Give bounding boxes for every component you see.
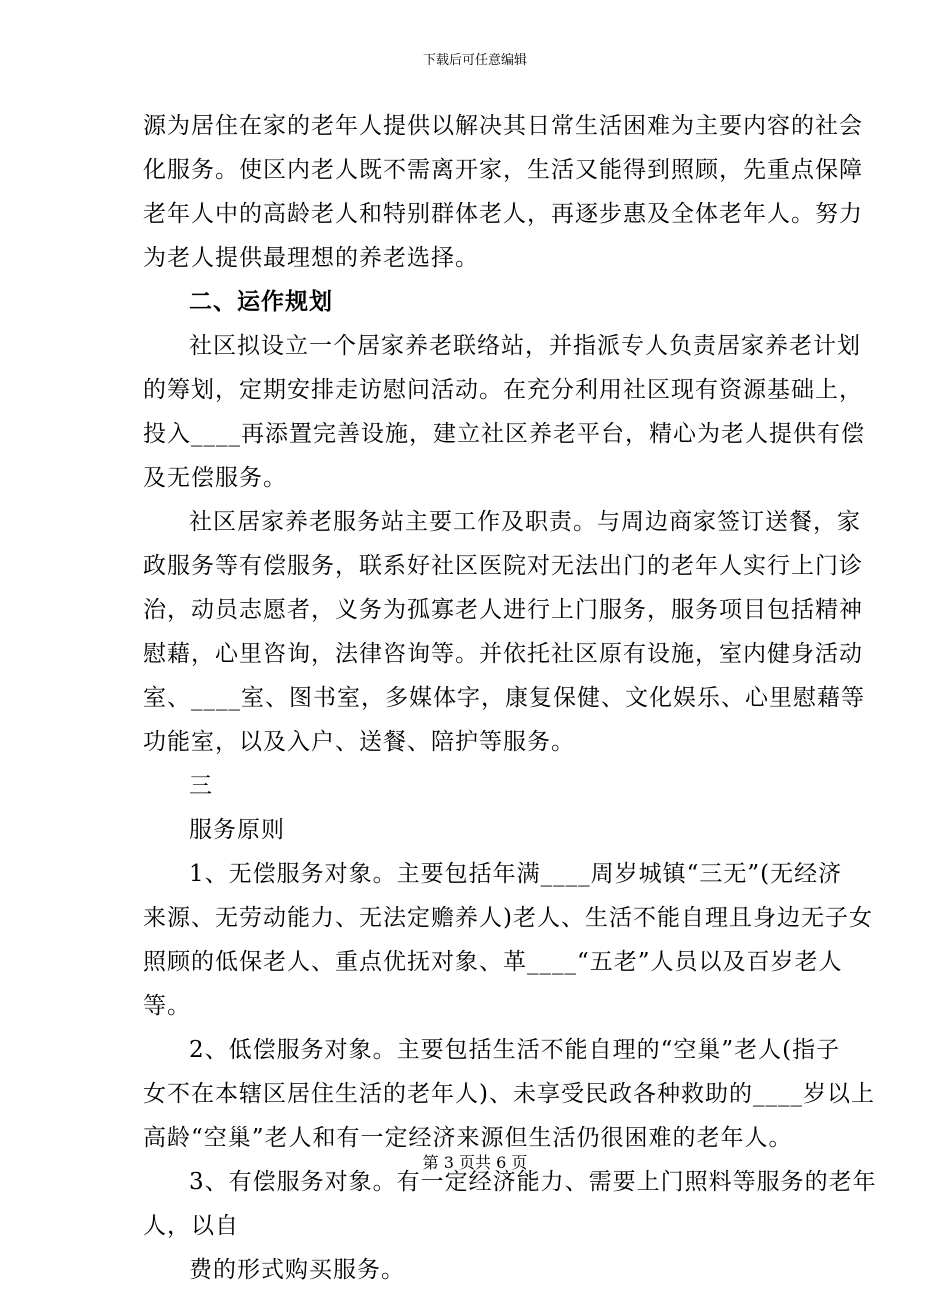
- page-footer: 第 3 页共 6 页: [422, 1153, 528, 1172]
- text-line: 服务原则: [189, 817, 285, 843]
- text-line: 治，动员志愿者，义务为孤寡老人进行上门服务，服务项目包括精神: [143, 597, 863, 623]
- text-line: 来源、无劳动能力、无法定赡养人)老人、生活不能自理且身边无子女: [143, 905, 873, 931]
- text-line: 2、低偿服务对象。主要包括生活不能自理的“空巢”老人(指子: [189, 1037, 841, 1063]
- page-header: 下载后可任意编辑: [422, 53, 527, 68]
- text-line: 功能室，以及入户、送餐、陪护等服务。: [143, 729, 575, 755]
- text-line: 老年人中的高龄老人和特别群体老人，再逐步惠及全体老年人。努力: [143, 201, 863, 227]
- text-line: 等。: [143, 993, 191, 1019]
- text-line: 费的形式购买服务。: [189, 1257, 405, 1283]
- text-line: 1、无偿服务对象。主要包括年满____周岁城镇“三无”(无经济: [189, 861, 843, 887]
- text-line: 照顾的低保老人、重点优抚对象、革____“五老”人员以及百岁老人: [143, 949, 843, 975]
- text-line: 及无偿服务。: [143, 465, 287, 491]
- text-line: 女不在本辖区居住生活的老年人)、未享受民政各种救助的____岁以上: [143, 1081, 875, 1107]
- text-line: 投入____再添置完善设施，建立社区养老平台，精心为老人提供有偿: [143, 421, 865, 447]
- text-line: 化服务。使区内老人既不需离开家，生活又能得到照顾，先重点保障: [143, 157, 863, 183]
- text-line: 为老人提供最理想的养老选择。: [143, 245, 479, 271]
- text-line: 社区居家养老服务站主要工作及职责。与周边商家签订送餐，家: [189, 509, 861, 535]
- text-line: 3、有偿服务对象。有一定经济能力、需要上门照料等服务的老年: [189, 1169, 877, 1195]
- section-heading: 二、运作规划: [189, 288, 333, 315]
- text-line: 三: [189, 773, 213, 799]
- text-line: 源为居住在家的老年人提供以解决其日常生活困难为主要内容的社会: [143, 113, 863, 139]
- text-line: 政服务等有偿服务，联系好社区医院对无法出门的老年人实行上门诊: [143, 553, 863, 579]
- text-line: 慰藉，心里咨询，法律咨询等。并依托社区原有设施，室内健身活动: [143, 641, 863, 667]
- text-line: 人，以自: [143, 1213, 239, 1239]
- text-line: 高龄“空巢”老人和有一定经济来源但生活仍很困难的老年人。: [143, 1125, 793, 1151]
- text-line: 室、____室、图书室，多媒体字，康复保健、文化娱乐、心里慰藉等: [143, 685, 865, 711]
- document-body: [143, 104, 877, 1292]
- text-line: 社区拟设立一个居家养老联络站，并指派专人负责居家养老计划: [189, 333, 861, 359]
- text-line: 的筹划，定期安排走访慰问活动。在充分利用社区现有资源基础上，: [143, 377, 863, 403]
